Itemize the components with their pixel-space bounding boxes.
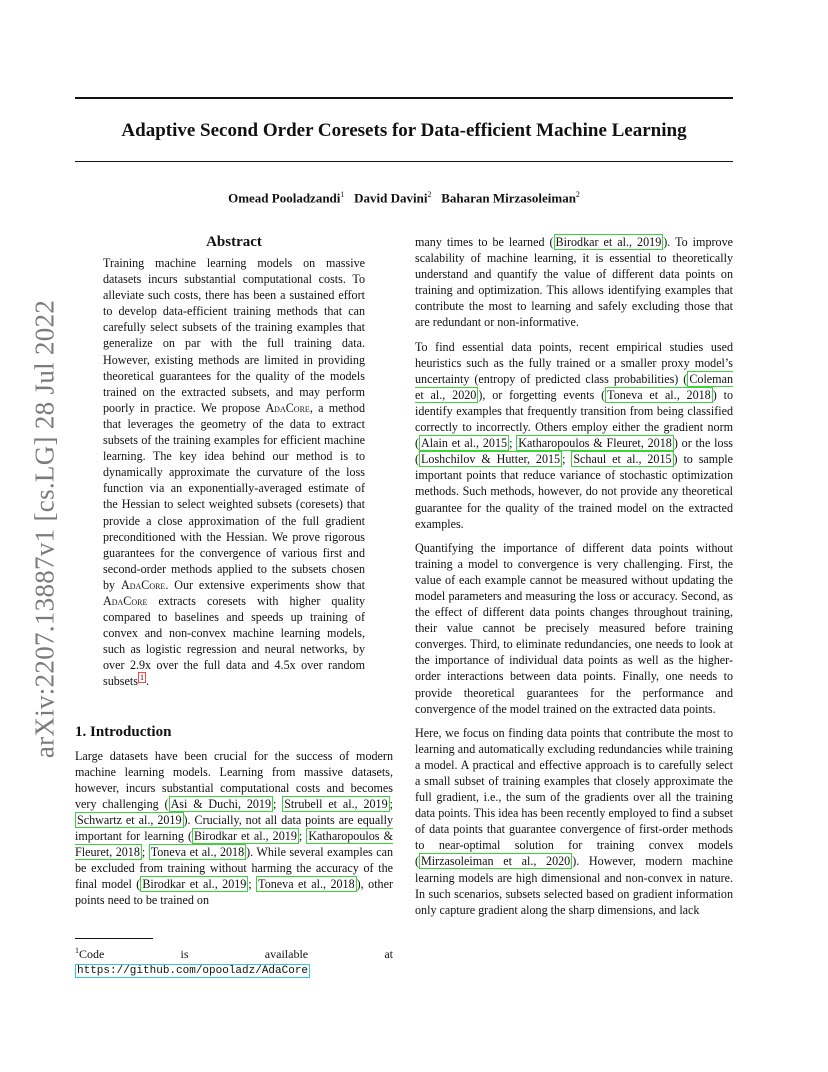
intro-paragraph-5: Here, we focus on finding data points that contribute the most to learning and automatically excluding redundancies while training a model. A practical and effective approach is to carefully select a small subset of training examples that closely approximate the full gradient, i.e., the sum of the gradients over all the training data points. This idea has been recently employed to find a subset of data points that guarantee convergence of first-order methods to near-optimal solution for training convex models ( Mirzasoleiman et al., 2020 ). However, modern machine learning models are high dimensional and non-convex in nature. In such scenarios, subsets selected based on gradient information only capture gradient along the sharp dimensions, and lack xyxy=(415,725,733,917)
intro-paragraph-1: Large datasets have been crucial for the success of modern machine learning models. Learning from massive datasets, however, incurs substantial computational costs and becomes very challenging ( Asi & Duchi, 2019 ; Strubell et al., 2019 ; Schwartz et al., 2019 ). Crucially, not all data points are equally important for learning ( Birodkar et al., 2019 ; Katharopoulos & Fleuret, 2018 ; Toneva et al., 2018 ). While several examples can be excluded from training without harming the accuracy of the final model ( Birodkar et al., 2019 ; Toneva et al., 2018 ), other points need to be trained on xyxy=(75,748,394,908)
citation-link[interactable]: Birodkar et al., 2019 xyxy=(193,829,297,843)
footnote xyxy=(75,938,393,979)
abstract-heading: Abstract xyxy=(206,234,262,250)
citation-link[interactable]: Loshchilov & Hutter, 2015 xyxy=(421,452,561,467)
citation-link[interactable]: Toneva et al., 2018 xyxy=(258,877,355,892)
paper-title: Adaptive Second Order Coresets for Data-efficient Machine Learning xyxy=(121,120,687,141)
section-heading: 1. Introduction xyxy=(75,723,172,740)
footnote-mark: 1 xyxy=(75,946,79,955)
citation-link[interactable]: Toneva et al., 2018 xyxy=(150,845,245,860)
author-affiliation: 1 xyxy=(340,190,345,199)
title-rule xyxy=(75,161,733,162)
method-name: AdaCore xyxy=(120,577,166,592)
left-column xyxy=(75,234,393,908)
footnote-text: Code is available at xyxy=(79,947,393,961)
citation-link[interactable]: Schwartz et al., 2019 xyxy=(77,812,182,827)
right-column xyxy=(415,234,733,918)
abstract-text: Training machine learning models on massive datasets incurs substantial computational costs. To alleviate such costs, there has been a sustained effort to develop data-efficient training methods that can carefully select subsets of the training examples that generalize on par with the full training data. However, existing methods are limited in providing theoretical guarantees for the quality of the models trained on the extracted subsets, and may perform poorly in practice. We propose AdaCore, a method that leverages the geometry of the data to extract subsets of the training examples for efficient machine learning. The key idea behind our method is to dynamically approximate the curvature of the loss function via an exponentially-averaged estimate of the Hessian to select weighted subsets (coresets) that provide a close approximation of the full gradient preconditioned with the Hessian. We prove rigorous guarantees for the convergence of various first and second-order methods applied to the subsets chosen by AdaCore. Our extensive experiments show that AdaCore extracts coresets with higher quality compared to baselines and speeds up training of convex and non-convex machine learning models, such as logistic regression and neural networks, by over 2.9x over the full data and 4.5x over random subsets $^1$ . xyxy=(103,256,365,689)
method-name: AdaCore xyxy=(265,400,310,415)
citation-link[interactable]: Katharopoulos & Fleuret, 2018 xyxy=(518,436,672,451)
author-affiliation: 2 xyxy=(575,190,580,199)
footnote-rule xyxy=(75,938,153,939)
author-name: David Davini xyxy=(354,190,428,206)
method-name: AdaCore xyxy=(103,593,148,608)
citation-link[interactable]: Coleman et al., 2020 xyxy=(415,371,733,402)
author-list xyxy=(75,190,733,206)
code-url-link[interactable]: https://github.com/opooladz/AdaCore xyxy=(77,965,309,977)
author-name: Omead Pooladzandi xyxy=(228,190,341,206)
intro-paragraph-2: many times to be learned ( Birodkar et al., 2019 ). To improve scalability of machine learning, it is essential to theoretically understand and quantify the value of different data points on training and optimization. This allows identifying examples that contribute the most to learning and safely excluding those that are redundant or non-informative. xyxy=(415,235,733,330)
intro-paragraph-4: Quantifying the importance of different data points without training a model to convergence is very challenging. First, the value of each example cannot be measured without updating the model parameters and measuring the loss or accuracy. Second, as the effect of different data points changes throughout training, their value cannot be precisely measured before training converges. Third, to eliminate redundancies, one needs to look at the importance of individual data points as well as the higher-order interactions between data points. Finally, one needs to provide theoretical guarantees for the performance and convergence of the model trained on the extracted data points. xyxy=(415,540,733,716)
arxiv-stamp: arXiv:2207.13887v1 [cs.LG] 28 Jul 2022 xyxy=(29,299,60,759)
author-name: Baharan Mirzasoleiman xyxy=(441,190,576,206)
citation-link[interactable]: Schaul et al., 2015 xyxy=(573,452,672,467)
citation-link[interactable]: Katharopoulos & Fleuret, 2018 xyxy=(75,829,393,860)
intro-paragraph-3: To find essential data points, recent empirical studies used heuristics such as the fully trained or a smaller proxy model’s uncertainty (entropy of predicted class probabilities) ( Coleman et al., 2020 ), or forgetting events ( Toneva et al., 2018 ) to identify examples that frequently transition from being classified correctly to incorrectly. Others employ either the gradient norm ( Alain et al., 2015 ; Katharopoulos & Fleuret, 2018 ) or the loss ( Loshchilov & Hutter, 2015 ; Schaul et al., 2015 ) to sample important points that reduce variance of stochastic optimization methods. Such methods, however, do not provide any theoretical guarantee for the quality of the trained model on the extracted examples. xyxy=(415,339,733,531)
citation-link[interactable]: Alain et al., 2015 xyxy=(421,436,508,451)
citation-link[interactable]: Mirzasoleiman et al., 2020 xyxy=(421,854,571,869)
citation-link[interactable]: Strubell et al., 2019 xyxy=(284,796,388,811)
citation-link[interactable]: Toneva et al., 2018 xyxy=(607,387,711,402)
top-rule xyxy=(75,97,733,99)
author-affiliation: 2 xyxy=(427,190,432,199)
citation-link[interactable]: Birodkar et al., 2019 xyxy=(142,877,247,892)
citation-link[interactable]: Asi & Duchi, 2019 xyxy=(170,796,272,811)
footnote-link[interactable]: 1 xyxy=(139,673,144,683)
citation-link[interactable]: Birodkar et al., 2019 xyxy=(555,235,662,249)
